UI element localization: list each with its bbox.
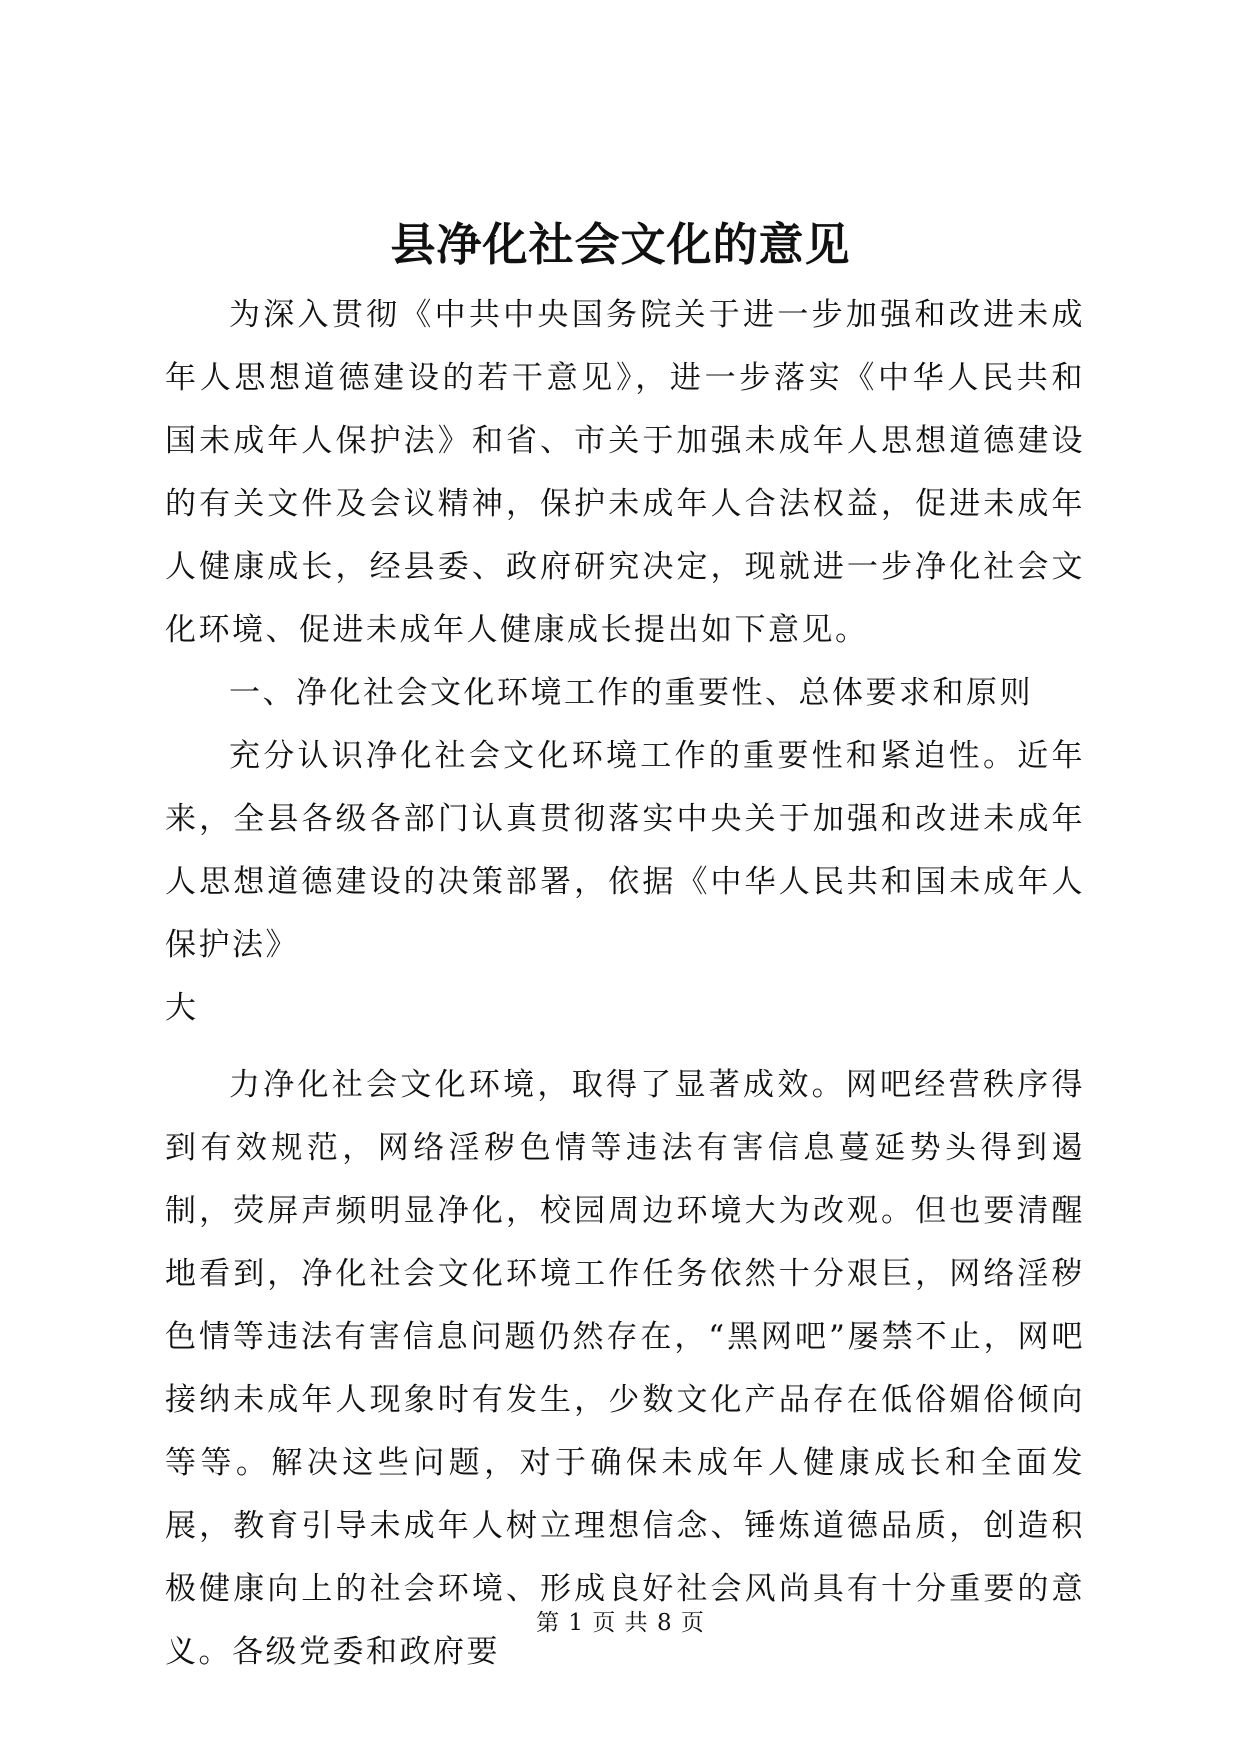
- paragraph-achievements: 力净化社会文化环境，取得了显著成效。网吧经营秩序得到有效规范，网络淫秽色情等违法有害信息蔓延势头得到遏制，荧屏声频明显净化，校园周边环境大为改观。但也要清醒地看到，净化社会文化环境工作任务依然十分艰巨，网络淫秽色情等违法有害信息问题仍然存在，“黑网吧”屡禁不止，网吧接纳未成年人现象时有发生，少数文化产品存在低俗媚俗倾向等等。解决这些问题，对于确保未成年人健康成长和全面发展，教育引导未成年人树立理想信念、锤炼道德品质，创造积极健康向上的社会环境、形成良好社会风尚具有十分重要的意义。各级党委和政府要: [165, 1067, 1085, 1670]
- paragraph-fragment: 大: [165, 990, 199, 1026]
- section-heading-1: 一、净化社会文化环境工作的重要性、总体要求和原则: [229, 675, 1033, 711]
- paragraph-importance: 充分认识净化社会文化环境工作的重要性和紧迫性。近年来，全县各级各部门认真贯彻落实中央关于加强和改进未成年人思想道德建设的决策部署，依据《中华人民共和国未成年人保护法》: [165, 738, 1085, 963]
- document-title: 县净化社会文化的意见: [390, 218, 851, 271]
- paragraph-intro: 为深入贯彻《中共中央国务院关于进一步加强和改进未成年人思想道德建设的若干意见》，进一步落实《中华人民共和国未成年人保护法》和省、市关于加强未成年人思想道德建设的有关文件及会议精神，保护未成年人合法权益，促进未成年人健康成长，经县委、政府研究决定，现就进一步净化社会文化环境、促进未成年人健康成长提出如下意见。: [165, 297, 1085, 648]
- page-number-footer: 第 1 页 共 8 页: [536, 1610, 705, 1636]
- document-body: [165, 284, 1085, 1684]
